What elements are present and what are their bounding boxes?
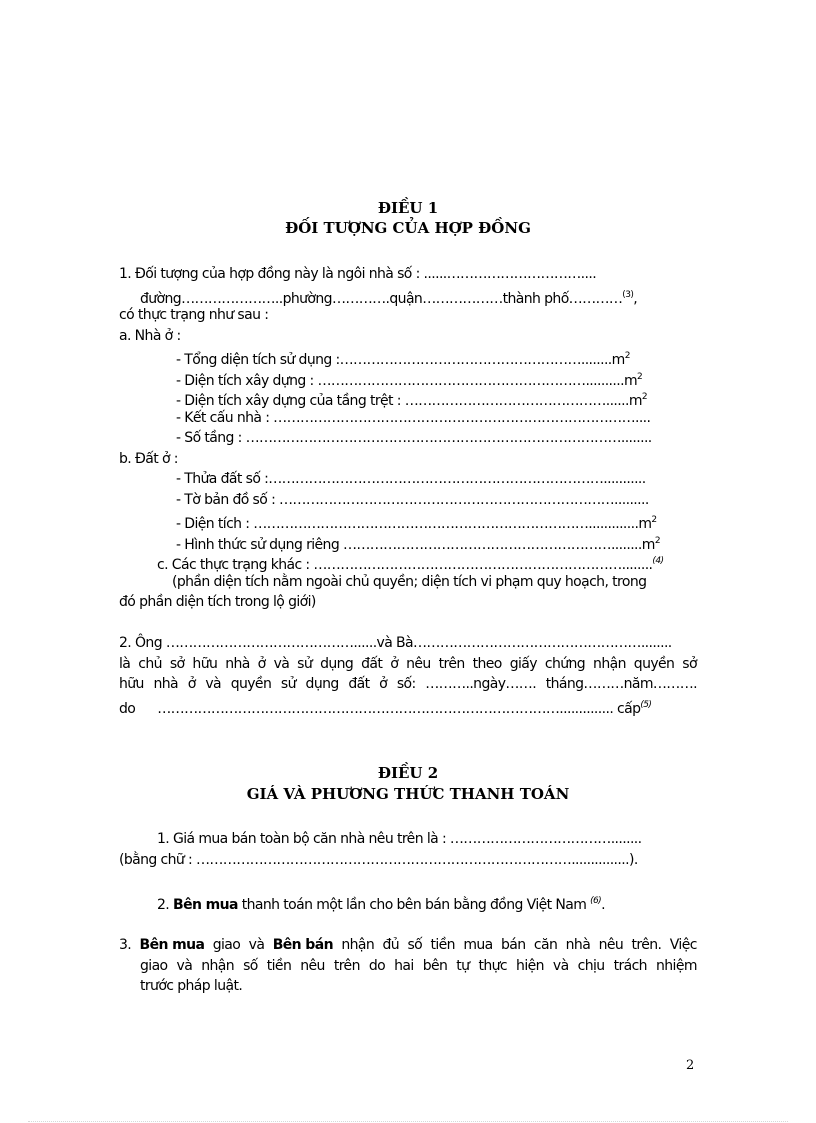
structure-line: - Kết cấu nhà : ……………………………………………………………………….... xyxy=(176,410,651,426)
word: ở xyxy=(379,676,388,692)
floors-line: - Số tầng : …………………………………………………………………………........ xyxy=(176,430,652,446)
word: giao xyxy=(212,937,241,953)
word: tiền xyxy=(430,937,455,953)
unit-superscript: 2 xyxy=(651,515,657,525)
word: chứng xyxy=(544,656,586,672)
item-1-line-1: 1. Đối tượng của hợp đồng này là ngôi nhà số : ......………………………….... xyxy=(119,266,597,282)
land-area: - Diện tích : …………………………………………………………………............. xyxy=(176,516,639,532)
footnote-6: (6) xyxy=(590,896,602,906)
word: nhiệm xyxy=(655,958,697,974)
use-form-unit: m xyxy=(641,537,655,553)
unit-superscript: 2 xyxy=(654,536,660,546)
payment-line xyxy=(157,891,605,915)
word: dụng xyxy=(305,676,339,692)
word: hiện xyxy=(516,958,544,974)
payment-text: thanh toán một lần cho bên bán bằng đồng Việt Nam xyxy=(241,897,587,913)
word: Bên bán xyxy=(272,937,333,953)
word: số: xyxy=(396,676,416,692)
payment-tail: . xyxy=(601,897,605,913)
word: nhà xyxy=(153,676,179,692)
word: giao xyxy=(140,958,168,974)
word: thực xyxy=(478,958,508,974)
unit-superscript: 2 xyxy=(637,372,643,382)
word: sử xyxy=(280,676,296,692)
buyer-label: Bên mua xyxy=(173,897,238,913)
word: quyền xyxy=(633,656,675,672)
section-b-label: b. Đất ở : xyxy=(119,451,178,467)
word: và xyxy=(248,937,265,953)
word: giấy xyxy=(509,656,537,672)
word: nêu xyxy=(598,937,624,953)
word: trên xyxy=(333,958,360,974)
price-in-words-line: (bằng chữ : …………………………………………………………………………...............). xyxy=(119,852,638,868)
word: bán xyxy=(501,937,526,953)
word: bên xyxy=(422,958,448,974)
bottom-divider xyxy=(28,1121,788,1122)
word: trên xyxy=(438,656,465,672)
use-form: - Hình thức sử dụng riêng ……………………………………………………........ xyxy=(176,537,642,553)
item-1-line-3: có thực trạng như sau : xyxy=(119,307,269,323)
word: tháng………năm………. xyxy=(545,676,697,692)
section-a-label: a. Nhà ở : xyxy=(119,328,181,344)
word: nêu xyxy=(300,958,325,974)
article-1-heading: ĐIỀU 1 xyxy=(377,199,439,217)
total-area: - Tổng diện tích sử dụng :………………………………………………........ xyxy=(176,352,612,368)
construction-area: - Diện tích xây dựng : …………………………………………………….......... xyxy=(176,373,624,389)
word: nhà xyxy=(565,937,591,953)
word: nhận xyxy=(593,656,626,672)
word: ở xyxy=(390,656,399,672)
issuer-field: ……………………………………………………………………………….............. cấp xyxy=(157,701,641,717)
word: đất xyxy=(361,656,383,672)
word: nhà xyxy=(225,656,250,672)
footnote-5: (5) xyxy=(640,700,652,710)
footnote-3: (3) xyxy=(622,290,634,300)
word: nêu xyxy=(406,656,431,672)
word: ………..ngày……. xyxy=(425,676,537,692)
word: hữu xyxy=(119,676,144,692)
delivery-line-1 xyxy=(119,935,697,955)
word: và xyxy=(552,958,569,974)
total-area-unit: m xyxy=(611,352,625,368)
word: 3. xyxy=(119,937,132,953)
footnote-4: (4) xyxy=(652,556,664,566)
ground-floor-area-unit: m xyxy=(628,393,642,409)
word: sở xyxy=(682,656,697,672)
issuer-label: do xyxy=(119,701,136,717)
item-2-line-3 xyxy=(119,674,697,694)
article-1-title: ĐỐI TƯỢNG CỦA HỢP ĐỒNG xyxy=(285,219,531,237)
word: số xyxy=(407,937,423,953)
word: căn xyxy=(533,937,558,953)
word: mua xyxy=(463,937,493,953)
item-1-line-2-tail: , xyxy=(633,291,638,307)
unit-superscript: 2 xyxy=(624,351,630,361)
word: đất xyxy=(348,676,370,692)
word: chịu xyxy=(577,958,605,974)
price-line: 1. Giá mua bán toàn bộ căn nhà nêu trên là : ………………………………........ xyxy=(157,831,642,847)
word: chủ xyxy=(138,656,162,672)
delivery-line-3: trước pháp luật. xyxy=(140,978,243,994)
unit-superscript: 2 xyxy=(641,392,648,402)
land-area-unit: m xyxy=(638,516,652,532)
word: sở xyxy=(169,656,185,672)
word: theo xyxy=(472,656,502,672)
word: ở xyxy=(257,656,266,672)
word: trách xyxy=(613,958,647,974)
word: nhận xyxy=(341,937,375,953)
word: hữu xyxy=(192,656,218,672)
other-status-desc-1: (phần diện tích nằm ngoài chủ quyền; diện tích vi phạm quy hoạch, trong xyxy=(172,574,647,590)
item-2-line-1: 2. Ông ……………………………………......và Bà……………………………………………........ xyxy=(119,635,672,651)
item-2-line-4 xyxy=(119,695,651,719)
word: quyền xyxy=(230,676,272,692)
word: và xyxy=(205,676,222,692)
word: dụng xyxy=(320,656,354,672)
article-2-heading: ĐIỀU 2 xyxy=(377,764,439,782)
ground-floor-area: - Diện tích xây dựng của tầng trệt : ………………………………………...... xyxy=(176,393,629,409)
word: là xyxy=(119,656,131,672)
word: tiền xyxy=(266,958,292,974)
item-2-line-2 xyxy=(119,654,697,674)
word: số xyxy=(243,958,258,974)
word: nhận xyxy=(201,958,235,974)
plot-number-line: - Thửa đất số :…………………………………………………………………........... xyxy=(176,471,646,487)
word: đủ xyxy=(382,937,400,953)
word: và xyxy=(176,958,193,974)
map-sheet-line: - Tờ bản đồ số : …………………………………………………………………......... xyxy=(176,492,649,508)
word: Bên mua xyxy=(139,937,205,953)
article-2-title: GIÁ VÀ PHƯƠNG THỨC THANH TOÁN xyxy=(246,785,570,803)
delivery-line-2 xyxy=(140,956,697,976)
page-number: 2 xyxy=(686,1058,695,1073)
word: tự xyxy=(456,958,470,974)
other-status-desc-2: đó phần diện tích trong lộ giới) xyxy=(119,594,316,610)
word: sử xyxy=(297,656,313,672)
payment-number: 2. xyxy=(157,897,170,913)
word: do xyxy=(368,958,386,974)
address-fields: đường…………………..phường………….quận………………thành phố………… xyxy=(140,291,623,307)
construction-area-unit: m xyxy=(623,373,637,389)
word: hai xyxy=(394,958,414,974)
word: trên. xyxy=(631,937,662,953)
word: ở xyxy=(187,676,196,692)
word: Việc xyxy=(669,937,697,953)
word: và xyxy=(273,656,290,672)
other-status: c. Các thực trạng khác : ……………………………………………………………........ xyxy=(157,557,653,573)
